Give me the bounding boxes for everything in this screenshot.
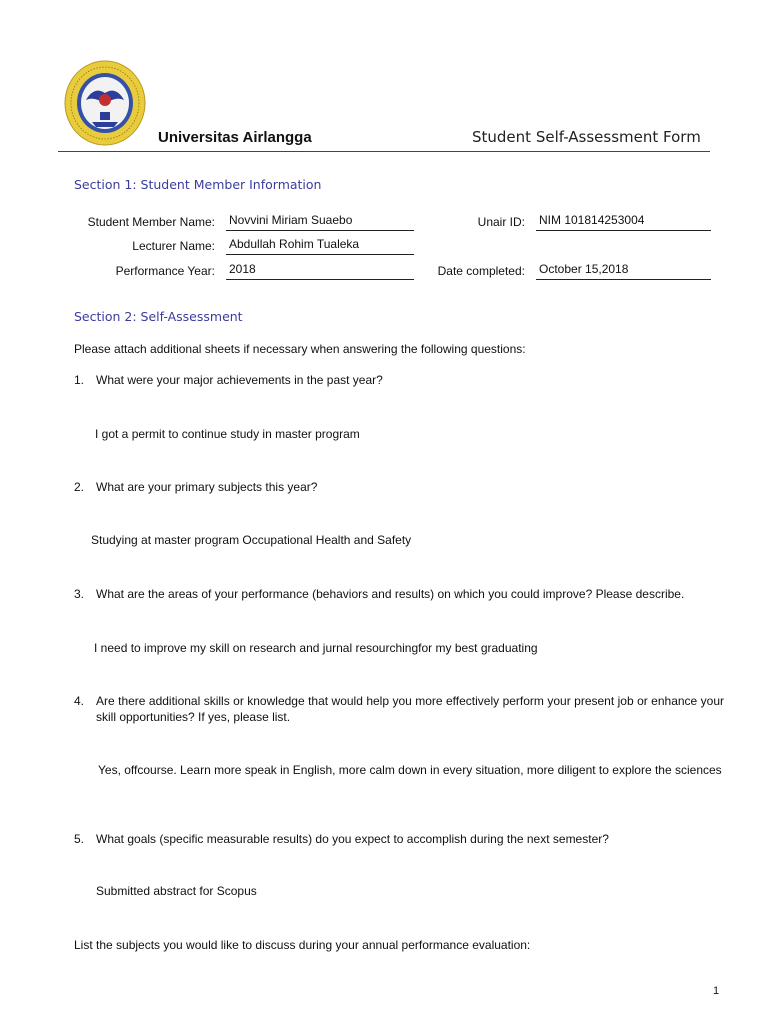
form-title: Student Self-Assessment Form <box>472 128 701 146</box>
lecturer-name-label: Lecturer Name: <box>132 239 215 253</box>
performance-year-field[interactable]: 2018 <box>226 262 414 280</box>
answer-3[interactable]: I need to improve my skill on research and jurnal resourchingfor my best graduating <box>94 641 538 655</box>
question-2 <box>74 479 724 495</box>
student-name-label: Student Member Name: <box>87 215 215 229</box>
question-text: Are there additional skills or knowledge that would help you more effectively perform your present job or enhance your skill opportunities? If yes, please list. <box>96 694 724 724</box>
question-text: What are your primary subjects this year? <box>96 480 318 494</box>
date-completed-label: Date completed: <box>437 264 525 278</box>
section1-title: Section 1: Student Member Information <box>74 177 322 192</box>
question-number: 4. <box>74 694 85 708</box>
university-name: Universitas Airlangga <box>158 129 312 146</box>
answer-5[interactable]: Submitted abstract for Scopus <box>96 884 257 898</box>
page-number: 1 <box>713 985 720 997</box>
question-4 <box>74 693 724 725</box>
answer-4[interactable]: Yes, offcourse. Learn more speak in English, more calm down in every situation, more diligent to explore the sciences <box>98 763 722 777</box>
question-text: What are the areas of your performance (behaviors and results) on which you could improve? Please describe. <box>96 587 685 601</box>
question-5 <box>74 831 724 847</box>
section2-title: Section 2: Self-Assessment <box>74 309 243 324</box>
question-number: 3. <box>74 587 85 601</box>
question-number: 2. <box>74 480 85 494</box>
university-seal-logo <box>64 60 146 146</box>
unair-id-label: Unair ID: <box>477 215 525 229</box>
student-name-field[interactable]: Novvini Miriam Suaebo <box>226 213 414 231</box>
unair-id-field[interactable]: NIM 101814253004 <box>536 213 711 231</box>
answer-2[interactable]: Studying at master program Occupational Health and Safety <box>91 533 412 547</box>
lecturer-name-field[interactable]: Abdullah Rohim Tualeka <box>226 237 414 255</box>
date-completed-field[interactable]: October 15,2018 <box>536 262 711 280</box>
closing-prompt: List the subjects you would like to discuss during your annual performance evaluation: <box>74 938 531 952</box>
question-number: 5. <box>74 832 85 846</box>
question-1 <box>74 372 724 388</box>
answer-1[interactable]: I got a permit to continue study in master program <box>95 427 360 441</box>
question-text: What were your major achievements in the past year? <box>96 373 383 387</box>
header-divider <box>58 151 710 152</box>
instructions-text: Please attach additional sheets if necessary when answering the following questions: <box>74 342 526 356</box>
question-text: What goals (specific measurable results) do you expect to accomplish during the next semester? <box>96 832 609 846</box>
performance-year-label: Performance Year: <box>115 264 215 278</box>
question-3 <box>74 586 724 602</box>
question-number: 1. <box>74 373 85 387</box>
